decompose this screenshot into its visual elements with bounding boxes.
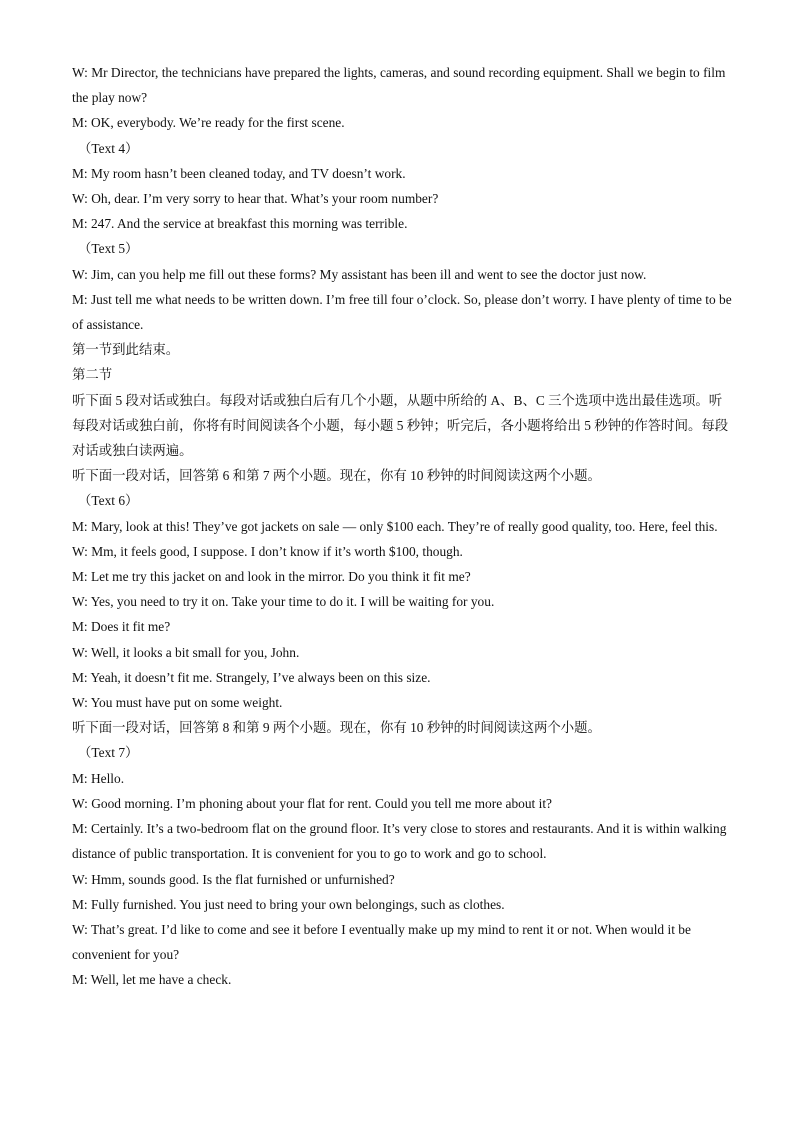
dialogue-line: W: Oh, dear. I’m very sorry to hear that. What’s your room number?: [72, 191, 439, 207]
instructions: 听下面 5 段对话或独白。每段对话或独白后有几个小题，从题中所给的 A、B、C 三个选项中选出最佳选项。听每段对话或独白前，你将有时间阅读各个小题，每小题 5 秒钟；听完后，各小题将给出 5 秒钟的作答时间。每段对话或独白读两遍。: [72, 392, 729, 459]
dialogue-line: M: 247. And the service at breakfast this morning was terrible.: [72, 216, 408, 232]
dialogue-line: W: Jim, can you help me fill out these forms? My assistant has been ill and went to see the doctor just now.: [72, 266, 647, 282]
dialogue-line: W: That’s great. I’d like to come and see it before I eventually make up my mind to rent it or not. When would it be convenient for you?: [72, 921, 691, 963]
dialogue-line: M: Does it fit me?: [72, 619, 171, 635]
dialogue-line: M: Hello.: [72, 770, 125, 786]
dialogue-line: W: Good morning. I’m phoning about your flat for rent. Could you tell me more about it?: [72, 795, 552, 811]
text-heading: （Text 5）: [78, 241, 139, 257]
instruction-line: 听下面一段对话，回答第 8 和第 9 两个小题。现在，你有 10 秒钟的时间阅读这两个小题。: [72, 720, 601, 736]
dialogue-line: M: Just tell me what needs to be written down. I’m free till four o’clock. So, please don’t worry. I have plenty of time to be of assistance.: [72, 291, 732, 333]
dialogue-line: M: Let me try this jacket on and look in the mirror. Do you think it fit me?: [72, 569, 471, 585]
dialogue-line: M: Yeah, it doesn’t fit me. Strangely, I’ve always been on this size.: [72, 669, 431, 685]
dialogue-line: W: Mr Director, the technicians have prepared the lights, cameras, and sound recording equipment. Shall we begin to film the play now?: [72, 65, 726, 106]
section-end-note: 第一节到此结束。: [72, 342, 180, 358]
dialogue-line: M: OK, everybody. We’re ready for the first scene.: [72, 115, 345, 131]
document-body: [72, 60, 732, 993]
dialogue-line: M: My room hasn’t been cleaned today, and TV doesn’t work.: [72, 165, 406, 181]
text-heading: （Text 4）: [78, 140, 139, 156]
dialogue-line: M: Mary, look at this! They’ve got jackets on sale — only $100 each. They’re of really good quality, too. Here, feel this.: [72, 518, 718, 534]
dialogue-line: M: Fully furnished. You just need to bring your own belongings, such as clothes.: [72, 896, 505, 912]
dialogue-line: W: Hmm, sounds good. Is the flat furnished or unfurnished?: [72, 871, 395, 887]
dialogue-line: M: Well, let me have a check.: [72, 972, 232, 988]
instruction-line: 听下面一段对话，回答第 6 和第 7 两个小题。现在，你有 10 秒钟的时间阅读这两个小题。: [72, 468, 601, 484]
text-heading: （Text 7）: [78, 745, 139, 761]
dialogue-line: W: Mm, it feels good, I suppose. I don’t know if it’s worth $100, though.: [72, 543, 463, 559]
section-heading: 第二节: [72, 367, 113, 383]
dialogue-line: W: Yes, you need to try it on. Take your time to do it. I will be waiting for you.: [72, 594, 495, 610]
dialogue-line: W: You must have put on some weight.: [72, 695, 283, 711]
dialogue-line: W: Well, it looks a bit small for you, John.: [72, 644, 300, 660]
text-heading: （Text 6）: [78, 493, 139, 509]
dialogue-line: M: Certainly. It’s a two-bedroom flat on the ground floor. It’s very close to stores and restaurants. And it is within walking distance of public transportation. It is convenient for you to go to work and go to school.: [72, 821, 727, 862]
